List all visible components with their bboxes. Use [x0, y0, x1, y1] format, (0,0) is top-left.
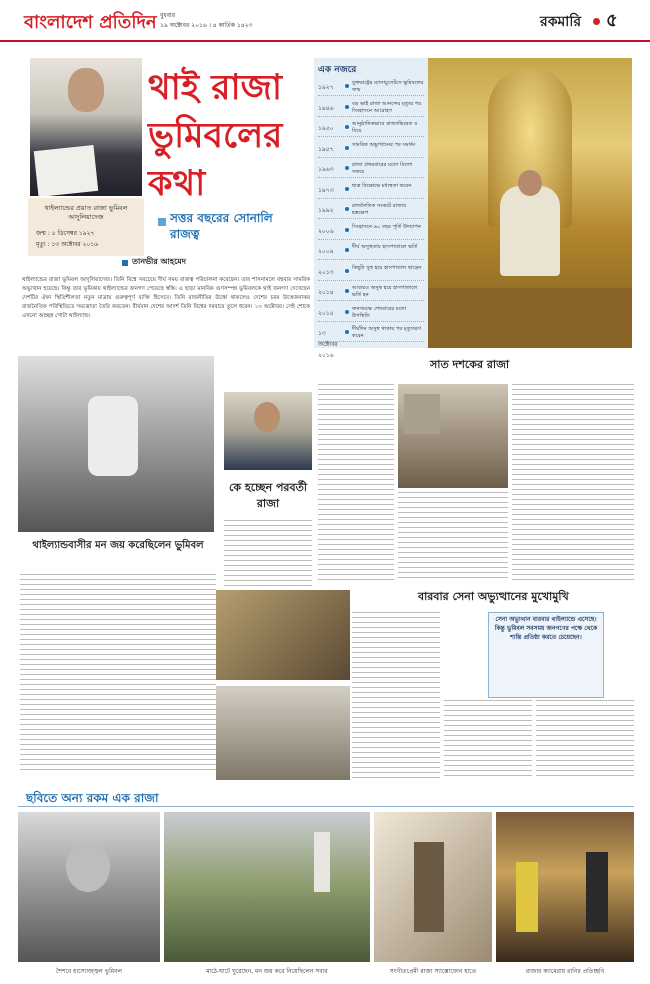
mourners-photo [398, 384, 508, 488]
page-number: ৫ [606, 10, 618, 31]
coups-headline: বারবার সেনা অভ্যুত্থানের মুখোমুখি [418, 590, 569, 603]
timeline-dot [345, 310, 349, 314]
gallery-photo-saxophone [374, 812, 492, 962]
timeline-year: ১৩ অক্টোবর ২০১৬ [318, 330, 338, 359]
timeline-row [318, 203, 424, 219]
coups-pullquote: সেনা অভ্যুত্থান বারবার থাইল্যান্ডে এসেছে। কিন্তু ভুমিবল সবসময় জনগণের পক্ষে থেকে শান্তি প্রতিষ্ঠা করতে চেয়েছেন। [488, 612, 604, 698]
timeline-row [318, 183, 424, 199]
timeline-dot [345, 330, 349, 334]
born-date: জন্ম : ৫ ডিসেম্বর ১৯২৭ [36, 230, 95, 237]
timeline-year: ১৯৬৩ [318, 166, 334, 173]
timeline-event: দীর্ঘদিন অসুস্থ থাকার পর মৃত্যুবরণ করেন [352, 326, 422, 339]
timeline-row [318, 101, 424, 117]
gallery-photo-child [18, 812, 160, 962]
timeline-year: ১৯২৭ [318, 84, 334, 91]
timeline-event: সিংহাসনে ৬০ বছর পূর্তি উদযাপন [352, 223, 421, 230]
timeline-event: জনসমক্ষে শেষবারের মতো উপস্থিতি [352, 305, 407, 319]
successor-headline: কে হচ্ছেন পরবর্তী রাজা [228, 481, 308, 510]
timeline-dot [345, 269, 349, 273]
timeline-event: আনুষ্ঠানিকভাবে রাজ্যাভিষেক ও বিয়ে [352, 121, 418, 134]
issue-date: ১৯ অক্টোবর ২০১৬ । ৪ কার্তিক ১৪২৩ [160, 22, 253, 29]
timeline-row [318, 244, 424, 260]
timeline-dot [345, 187, 349, 191]
masthead [0, 0, 650, 42]
timeline-dot [345, 207, 349, 211]
seven-decades-text-left [318, 384, 394, 580]
timeline-year: ২০০৬ [318, 227, 334, 235]
portrait-caption: থাইল্যান্ডের প্রয়াত রাজা ভুমিবল আদুলিয়াদেজ [44, 204, 128, 221]
timeline-event: আবারও অসুস্থ হয়ে হাসপাতালে ভর্তি হন [352, 285, 418, 298]
timeline-dot [345, 248, 349, 252]
headline-subtitle: সত্তর বছরের সোনালি রাজত্ব [170, 211, 273, 241]
coups-text-right [536, 700, 634, 780]
main-headline: থাই রাজা ভুমিবলের কথা [148, 68, 283, 204]
timeline-year: ১৯৯২ [318, 207, 334, 214]
timeline-panel [314, 58, 428, 359]
timeline-event: রাজনৈতিক সংকটে রাজার হস্তক্ষেপ [352, 203, 407, 216]
author-marker [122, 260, 128, 266]
author-name: তানভীর আহমেদ [132, 257, 186, 266]
king-portrait-photo [30, 58, 142, 196]
timeline-year: ১৯৫০ [318, 125, 334, 132]
gallery-rule [18, 806, 634, 807]
timeline-event: ছাত্র বিক্ষোভে মধ্যস্থতা করেন [352, 182, 412, 189]
king-throne-photo [428, 58, 632, 348]
timeline-dot [345, 289, 349, 293]
gallery-caption-2: মাঠে-ঘাটে ঘুরেছেন, মন জয় করে নিয়েছিলেন সবার [206, 968, 328, 975]
timeline-year: ১৯৭৩ [318, 186, 334, 194]
successor-photo [224, 392, 312, 470]
coups-text-center [444, 700, 532, 780]
timeline-event: বড় ভাই রাজা আনন্দের মৃত্যুর পর সিংহাসনে আরোহণ [352, 100, 422, 114]
heart-article-text [20, 574, 216, 772]
timeline-year: ২০১৩ [318, 268, 334, 276]
intro-text: থাইল্যান্ডের রাজা ভুমিবল আদুলিয়াদেজ। তিনি বিশ্বে সবচেয়ে দীর্ঘ সময় রাজত্ব পরিচালনা করেছেন। তার শাসনামলে বহুবার সামরিক অভ্যুত্থান হয়েছে। কিন্তু তার ভূমিকায় থাইল্যান্ডের জনগণ পেয়েছে স্বস্তি। এ ছাড়া মানবিক গুণসম্পন্ন ভুমিবলকে থাই জনগণ দেখেছেন দেশটির ঐক্য স্থিতিশীলতা নতুন মাত্রায় গুরুত্বপূর্ণ ব্যক্তি হিসেবে। তিনি রাজনীতির ঊর্ধ্বে থাকলেও দেশের চরম উত্তেজনাকর রাজনৈতিক পরিস্থিতিতে সমঝোতা তৈরি করতেন। বীর্যবান দেশের আদর্শ তিনি বিশ্বের দরবারে তুলে ধরেন। ১৩ অক্টোবর। সেই শোকে এখনো আচ্ছন্ন গোটা থাইল্যান্ড। [22, 277, 310, 319]
timeline-year: ২০০৯ [318, 248, 334, 255]
timeline-year: ২০১৫ [318, 309, 334, 317]
timeline-row [318, 306, 424, 322]
issue-day: বুধবার [160, 12, 176, 19]
timeline-row [318, 285, 424, 301]
gallery-caption-3: সংগীতপ্রেমী রাজা স্যাক্সোফোন হাতে [389, 968, 477, 975]
seven-decades-text-right [512, 384, 634, 580]
timeline-event: যুক্তরাষ্ট্রের ম্যাসাচুসেটসে ভুমিবলের জন্ম [352, 80, 424, 93]
timeline-dot [345, 125, 349, 129]
timeline-row [318, 162, 424, 178]
king-ceremony-photo [216, 590, 350, 680]
timeline-dot [345, 84, 349, 88]
timeline-row [318, 265, 424, 281]
timeline-row [318, 326, 424, 359]
timeline-dot [345, 166, 349, 170]
timeline-title: এক নজরে [318, 65, 357, 75]
portrait-caption-box [28, 198, 144, 256]
crowd-photo [18, 356, 214, 532]
timeline-row [318, 224, 424, 240]
newspaper-logo: বাংলাদেশ প্রতিদিন [24, 12, 157, 33]
seven-decades-headline: সাত দশকের রাজা [430, 358, 510, 371]
military-photo [216, 686, 350, 780]
timeline-event: রাজা প্রথমবারের মতো বিদেশ সফরে [352, 162, 413, 175]
timeline-row [318, 121, 424, 137]
timeline-event: দীর্ঘ অসুস্থতায় হাসপাতালে ভর্তি [352, 244, 418, 250]
gallery-photo-field [164, 812, 370, 962]
gallery-caption-4: রাজার ক্যামেরায় রানির প্রতিচ্ছবি [525, 968, 605, 975]
subtitle-marker [158, 218, 166, 226]
timeline-dot [345, 146, 349, 150]
death-date: মৃত্যু : ১৩ অক্টোবর ২০১৬ [36, 241, 99, 248]
timeline-event: কিছুটা সুস্থ হয়ে হাসপাতাল ছাড়েন [352, 264, 422, 271]
timeline-event: সামরিক অভ্যুত্থানের পর সমর্থন [352, 141, 416, 148]
gallery-headline: ছবিতে অন্য রকম এক রাজা [26, 791, 159, 805]
timeline-year: ২০১৪ [318, 289, 334, 296]
timeline-dot [345, 105, 349, 109]
timeline-row [318, 80, 424, 96]
section-name: রকমারি [540, 14, 582, 30]
coups-text-left [352, 612, 440, 780]
gallery-photo-camera [496, 812, 634, 962]
timeline-dot [345, 228, 349, 232]
timeline-year: ১৯৫৭ [318, 145, 334, 153]
timeline-year: ১৯৪৬ [318, 104, 334, 112]
heart-headline: থাইল্যান্ডবাসীর মন জয় করেছিলেন ভুমিবল [32, 540, 204, 551]
seven-decades-text-mid [398, 492, 508, 580]
gallery-caption-1: শৈশবে হাস্যোজ্জ্বল ভুমিবল [56, 968, 122, 975]
section-dot [593, 18, 600, 25]
timeline-row [318, 142, 424, 158]
